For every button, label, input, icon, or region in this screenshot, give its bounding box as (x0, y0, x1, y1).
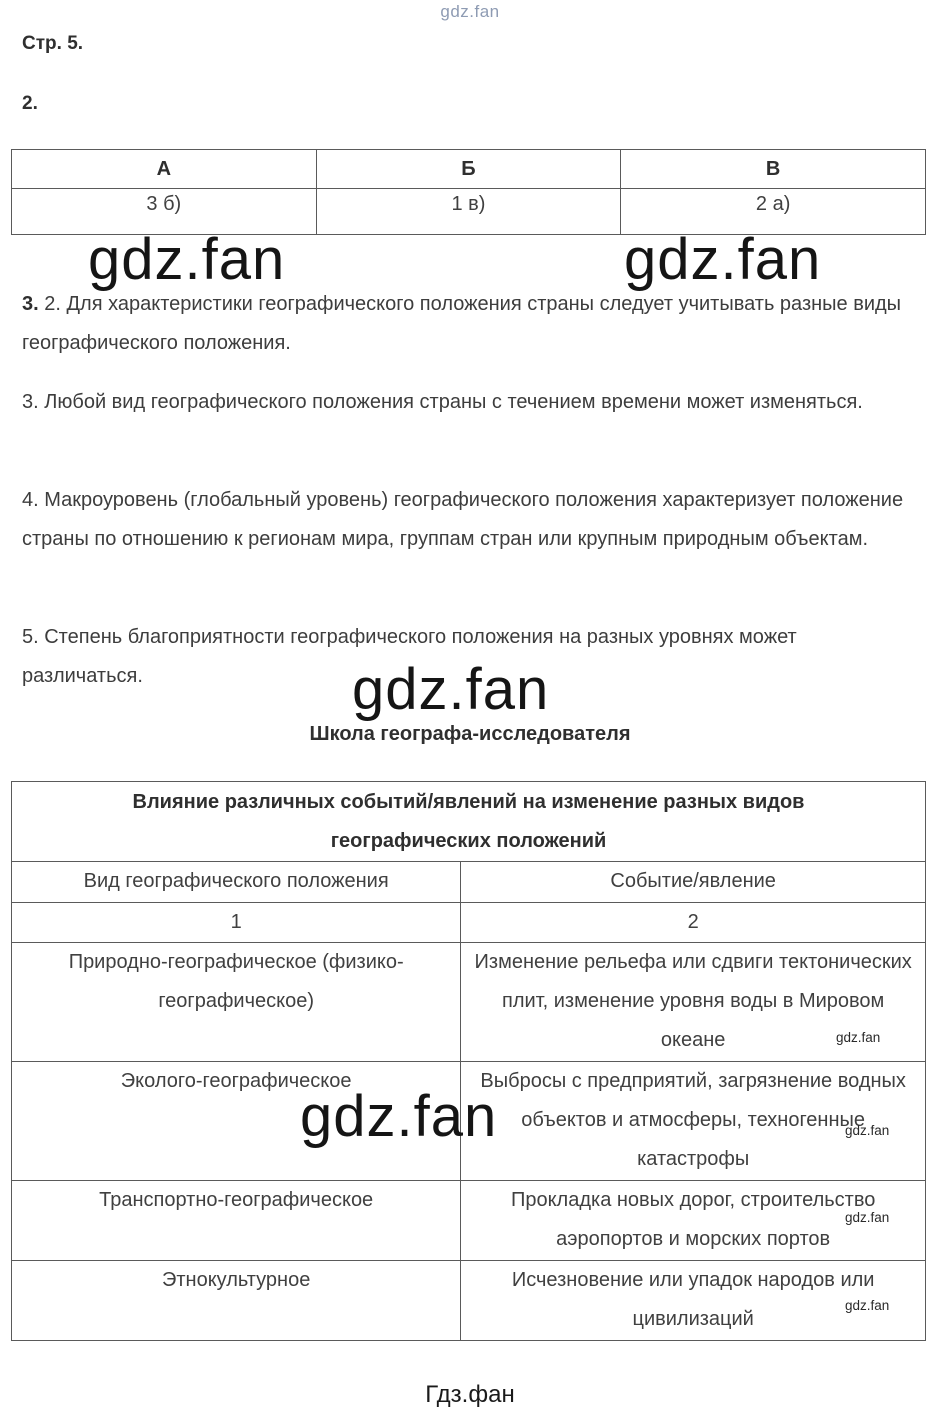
watermark-small: gdz.fan (836, 1030, 881, 1045)
events-table (11, 781, 926, 1341)
page-label: Стр. 5. (22, 33, 84, 54)
watermark-large: gdz.fan (624, 227, 822, 292)
task-2-number: 2. (22, 93, 38, 114)
answer-value-b: 1 в) (316, 189, 621, 235)
task-3-statement-4: 4. Макроуровень (глобальный уровень) географического положения характеризует положение страны по отношению к регионам мира, группам стран или крупным природным объектам. (22, 489, 904, 550)
events-table-header-row (12, 862, 926, 903)
column-header-type: Вид географического положения (12, 862, 461, 903)
row-type: Природно-географическое (физико-географическое) (12, 943, 461, 1062)
answer-value-a: 3 б) (12, 189, 317, 235)
events-table-number-row (12, 903, 926, 943)
answer-header-a: А (12, 150, 317, 189)
answer-header-v: В (621, 150, 926, 189)
column-number-2: 2 (461, 903, 926, 943)
task-3-number: 3. (22, 293, 39, 315)
column-number-1: 1 (12, 903, 461, 943)
table-row (12, 1181, 926, 1261)
row-type: Этнокультурное (12, 1261, 461, 1341)
row-event: Изменение рельефа или сдвиги тектонических плит, изменение уровня воды в Мировом океане (461, 943, 926, 1062)
statement-2-text: 2. Для характеристики географического положения страны следует учитывать разные виды географического положения. (22, 293, 902, 354)
answer-header-b: Б (316, 150, 621, 189)
events-table-caption: Влияние различных событий/явлений на изменение разных видов географических положений (12, 782, 926, 862)
watermark-small: gdz.fan (845, 1210, 890, 1225)
row-event: Прокладка новых дорог, строительство аэропортов и морских портов (461, 1181, 926, 1261)
task-3-statement-2 (22, 285, 922, 363)
watermark-large: gdz.fan (352, 657, 550, 722)
row-event: Исчезновение или упадок народов или цивилизаций (461, 1261, 926, 1341)
column-header-event: Событие/явление (461, 862, 926, 903)
answer-table-header-row (12, 150, 926, 189)
row-type: Эколого-географическое (12, 1062, 461, 1181)
row-type: Транспортно-географическое (12, 1181, 461, 1261)
watermark-large: gdz.fan (300, 1084, 498, 1149)
answer-table-task-2 (11, 149, 926, 235)
watermark-small: gdz.fan (845, 1298, 890, 1313)
watermark-large: gdz.fan (88, 227, 286, 292)
footer-watermark: Гдз.фан (425, 1381, 515, 1408)
events-table-caption-row (12, 782, 926, 862)
table-row (12, 1261, 926, 1341)
table-row (12, 943, 926, 1062)
task-3-statement-3: 3. Любой вид географического положения страны с течением времени может изменяться. (22, 391, 863, 413)
watermark-top: gdz.fan (440, 2, 500, 21)
section-title: Школа географа-исследователя (309, 723, 631, 745)
task-3-statement-5: 5. Степень благоприятности географического положения на разных уровнях может различаться. (22, 626, 797, 687)
answer-value-v: 2 а) (621, 189, 926, 235)
watermark-small: gdz.fan (845, 1123, 890, 1138)
row-event: Выбросы с предприятий, загрязнение водных объектов и атмосферы, техногенные катастрофы (461, 1062, 926, 1181)
